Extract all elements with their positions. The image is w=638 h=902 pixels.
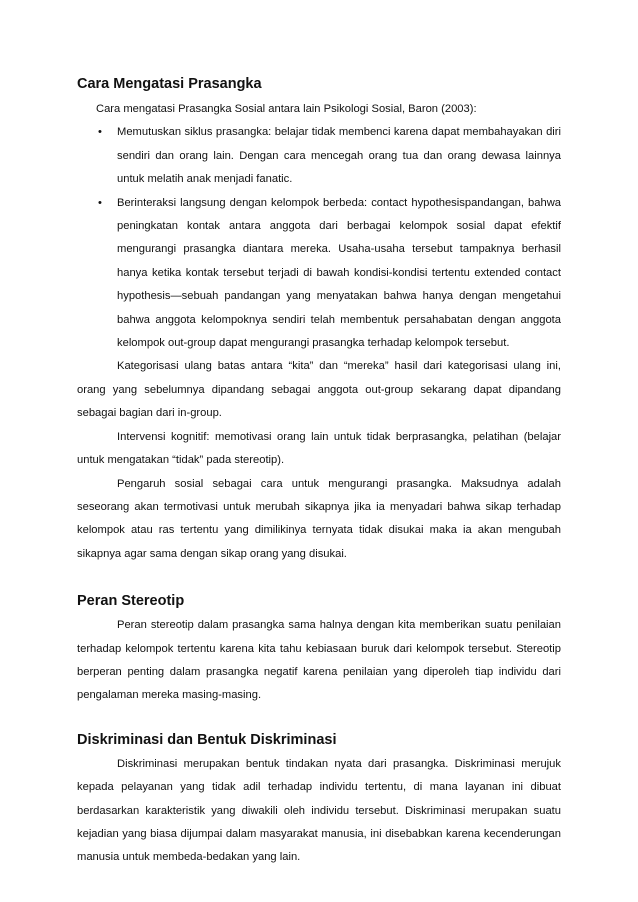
bullet-text: Memutuskan siklus prasangka: belajar tidak membenci karena dapat membahayakan diri sendiri dan orang lain. Dengan cara mencegah orang tua dan orang dewasa lainnya untuk melatih anak menjadi fanatic. <box>117 126 561 186</box>
bullet-item-siklus <box>77 121 561 191</box>
paragraph-kategorisasi: Kategorisasi ulang batas antara “kita” dan “mereka” hasil dari kategorisasi ulang ini, orang yang sebelumnya dipandang sebagai anggota out-group sekarang dapat dipandang sebagai bagian dari in-group. <box>77 360 561 420</box>
document-page <box>77 74 561 870</box>
section-heading-cara-mengatasi-prasangka: Cara Mengatasi Prasangka <box>77 76 262 92</box>
section-peran-stereotip <box>77 591 561 708</box>
bullet-list <box>77 121 561 355</box>
section-heading-peran-stereotip: Peran Stereotip <box>77 593 185 610</box>
paragraph-peran-stereotip: Peran stereotip dalam prasangka sama halnya dengan kita memberikan suatu penilaian terhadap kelompok tertentu karena kita tahu kebiasaan buruk dari kelompok tersebut. Stereotip berperan penting dalam prasangka negatif karena penilaian yang diperoleh tiap individu dari pengalaman mereka masing-masing. <box>77 619 561 702</box>
section-heading-diskriminasi: Diskriminasi dan Bentuk Diskriminasi <box>77 731 337 748</box>
paragraph-intervensi: Intervensi kognitif: memotivasi orang lain untuk tidak berprasangka, pelatihan (belajar untuk mengatakan “tidak” pada stereotip). <box>77 430 561 467</box>
bullet-icon: • <box>98 196 102 209</box>
section-diskriminasi <box>77 730 561 870</box>
bullet-text: Berinteraksi langsung dengan kelompok berbeda: contact hypothesispandangan, bahwa peningkatan kontak antara anggota dari berbagai kelompok sosial dapat efektif mengurangi prasangka diantara mereka. Usaha-usaha tersebut tampaknya berhasil hanya ketika kontak tersebut terjadi di bawah kondisi-kondisi tertentu extended contact hypothesis—sebuah pandangan yang menyatakan bahwa hanya dengan mengetahui bahwa anggota kelompoknya sendiri telah membentuk persahabatan dengan anggota kelompok out-group dapat mengurangi prasangka terhadap kelompok tersebut. <box>117 196 561 350</box>
bullet-item-interaksi <box>77 192 561 356</box>
paragraph-pengaruh-sosial: Pengaruh sosial sebagai cara untuk mengurangi prasangka. Maksudnya adalah seseorang akan termotivasi untuk merubah sikapnya jika ia menyadari bahwa sikap terhadap kelompok atau ras tertentu yang dimilikinya ternyata tidak disukai maka ia akan mengubah sikapnya agar sama dengan sikap orang yang disukai. <box>77 477 561 560</box>
intro-paragraph: Cara mengatasi Prasangka Sosial antara lain Psikologi Sosial, Baron (2003): <box>96 103 477 115</box>
section-cara-mengatasi-prasangka <box>77 74 561 566</box>
paragraph-diskriminasi: Diskriminasi merupakan bentuk tindakan nyata dari prasangka. Diskriminasi merujuk kepada pelayanan yang tidak adil terhadap individu tertentu, di mana layanan ini dibuat berdasarkan karakteristik yang diwakili oleh individu tersebut. Diskriminasi merupakan suatu kejadian yang biasa dijumpai dalam masyarakat manusia, ini disebabkan karena kecenderungan manusia untuk membeda-bedakan yang lain. <box>77 757 561 864</box>
bullet-icon: • <box>98 126 102 139</box>
